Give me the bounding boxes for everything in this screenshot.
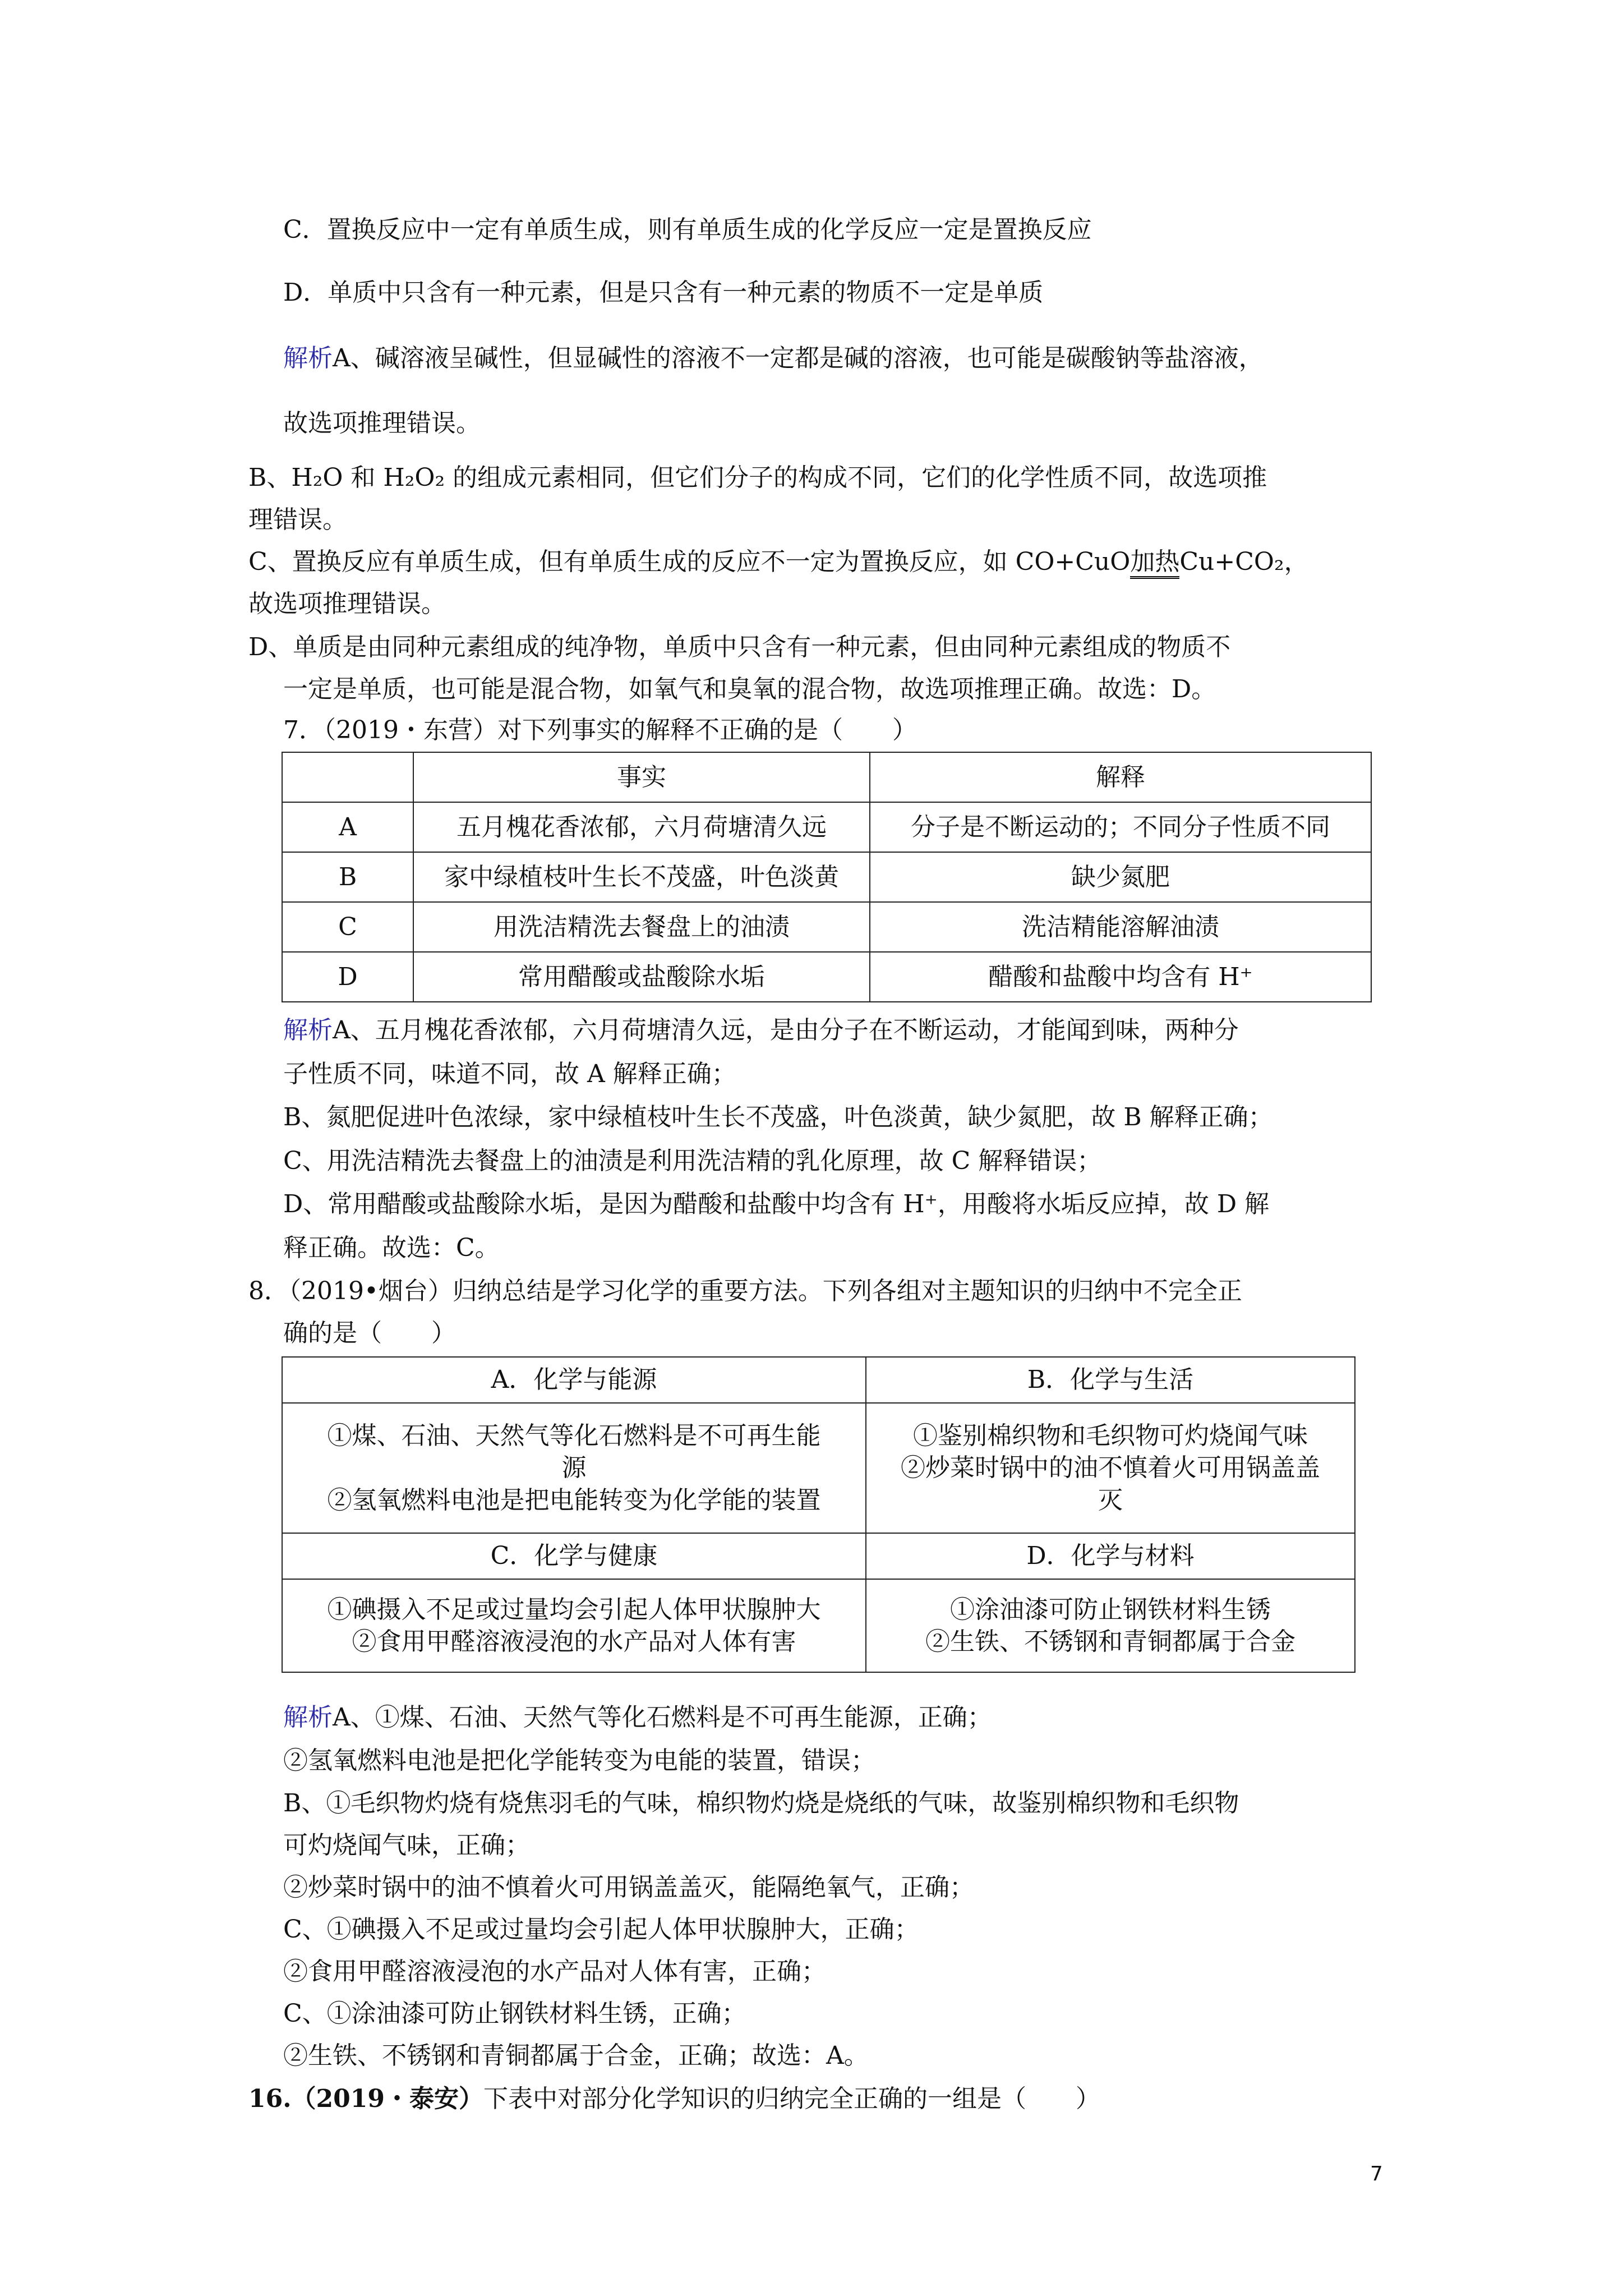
q6-analysis-b-line1: B、H₂O 和 H₂O₂ 的组成元素相同，但它们分子的构成不同，它们的化学性质不同，故选项推: [248, 463, 1267, 492]
q7-analysis-line6: 释正确。故选：C。: [283, 1234, 500, 1262]
table-row: [282, 852, 1371, 902]
q6-analysis-a-line2: 故选项推理错误。: [283, 409, 481, 438]
q6-analysis-b-line2: 理错误。: [248, 505, 347, 534]
table-row: [282, 802, 1371, 852]
table-cell: C: [282, 902, 413, 952]
page-number: 7: [1370, 2162, 1383, 2185]
q6-analysis-c-line1: C、置换反应有单质生成，但有单质生成的反应不一定为置换反应，如 CO+CuO加热Cu+CO₂，: [248, 550, 1309, 574]
table-row: [282, 1579, 1355, 1672]
q8-table: [282, 1356, 1355, 1673]
q8-analysis-line3: B、①毛织物灼烧有烧焦羽毛的气味，棉织物灼烧是烧纸的气味，故鉴别棉织物和毛织物: [283, 1789, 1239, 1818]
table-row: [282, 902, 1371, 952]
table-cell: B: [282, 852, 413, 902]
q7-analysis-line1: 解析A、五月槐花香浓郁，六月荷塘清久远，是由分子在不断运动，才能闻到味，两种分: [283, 1016, 1239, 1045]
table-cell: 常用醋酸或盐酸除水垢: [413, 952, 870, 1002]
q7-stem: 7．（2019・东营）对下列事实的解释不正确的是（ ）: [283, 716, 917, 744]
q6-analysis-d-line2: 一定是单质，也可能是混合物，如氧气和臭氧的混合物，故选项推理正确。故选：D。: [283, 675, 1216, 703]
q8-analysis-line4: 可灼烧闻气味，正确；: [283, 1831, 530, 1860]
q8-analysis-line8: C、①涂油漆可防止钢铁材料生锈，正确；: [283, 1999, 746, 2028]
table-row: [282, 1533, 1355, 1579]
q6-analysis-c-line2: 故选项推理错误。: [248, 590, 446, 618]
table-cell: 解释: [870, 752, 1371, 802]
table-cell: 洗洁精能溶解油渍: [870, 902, 1371, 952]
q16-number: 16.（2019・泰安）: [248, 2085, 484, 2113]
q7-analysis-line4: C、用洗洁精洗去餐盘上的油渍是利用洗洁精的乳化原理，故 C 解释错误；: [283, 1147, 1102, 1175]
table-cell: C．化学与健康: [282, 1533, 866, 1579]
q6-option-d: D．单质中只含有一种元素，但是只含有一种元素的物质不一定是单质: [283, 278, 1044, 307]
table-cell: [282, 752, 413, 802]
analysis-keyword: 解析: [283, 1016, 333, 1045]
table-cell: ①涂油漆可防止钢铁材料生锈 ②生铁、不锈钢和青铜都属于合金: [866, 1579, 1355, 1672]
reaction-condition: 加热: [1130, 547, 1179, 579]
table-header-row: [282, 752, 1371, 802]
table-cell: 分子是不断运动的；不同分子性质不同: [870, 802, 1371, 852]
q7-analysis-line2: 子性质不同，味道不同，故 A 解释正确；: [283, 1060, 736, 1088]
table-cell: 用洗洁精洗去餐盘上的油渍: [413, 902, 870, 952]
table-cell: A．化学与能源: [282, 1357, 866, 1403]
q7-table: [282, 752, 1372, 1002]
table-cell: D: [282, 952, 413, 1002]
q8-analysis-line7: ②食用甲醛溶液浸泡的水产品对人体有害，正确；: [283, 1957, 826, 1986]
table-header-row: [282, 1357, 1355, 1403]
table-cell: 事实: [413, 752, 870, 802]
table-cell: ①煤、石油、天然气等化石燃料是不可再生能 源 ②氢氧燃料电池是把电能转变为化学能的装置: [282, 1403, 866, 1533]
q16-stem: 16.（2019・泰安）下表中对部分化学知识的归纳完全正确的一组是（ ）: [248, 2085, 1101, 2113]
table-cell: D．化学与材料: [866, 1533, 1355, 1579]
q6-analysis-d-line1: D、单质是由同种元素组成的纯净物，单质中只含有一种元素，但由同种元素组成的物质不: [248, 633, 1231, 661]
q8-analysis-line5: ②炒菜时锅中的油不慎着火可用锅盖盖灭，能隔绝氧气，正确；: [283, 1873, 974, 1902]
analysis-keyword: 解析: [283, 344, 333, 372]
q7-analysis-line5: D、常用醋酸或盐酸除水垢，是因为醋酸和盐酸中均含有 H⁺，用酸将水垢反应掉，故 D 解: [283, 1190, 1270, 1218]
table-cell: 缺少氮肥: [870, 852, 1371, 902]
q8-analysis-line1: 解析A、①煤、石油、天然气等化石燃料是不可再生能源，正确；: [283, 1703, 992, 1732]
table-row: [282, 1403, 1355, 1533]
q8-analysis-line6: C、①碘摄入不足或过量均会引起人体甲状腺肿大，正确；: [283, 1915, 919, 1944]
table-row: [282, 952, 1371, 1002]
table-cell: 五月槐花香浓郁，六月荷塘清久远: [413, 802, 870, 852]
q6-analysis-a-line1: 解析A、碱溶液呈碱性，但显碱性的溶液不一定都是碱的溶液，也可能是碳酸钠等盐溶液，: [283, 344, 1264, 372]
table-cell: A: [282, 802, 413, 852]
table-cell: 家中绿植枝叶生长不茂盛，叶色淡黄: [413, 852, 870, 902]
q8-analysis-line2: ②氢氧燃料电池是把化学能转变为电能的装置，错误；: [283, 1746, 875, 1775]
table-cell: ①碘摄入不足或过量均会引起人体甲状腺肿大 ②食用甲醛溶液浸泡的水产品对人体有害: [282, 1579, 866, 1672]
q8-analysis-line9: ②生铁、不锈钢和青铜都属于合金，正确；故选：A。: [283, 2041, 869, 2070]
analysis-keyword: 解析: [283, 1703, 333, 1732]
q8-stem-line1: 8．（2019•烟台）归纳总结是学习化学的重要方法。下列各组对主题知识的归纳中不完全正: [248, 1277, 1242, 1305]
q7-analysis-line3: B、氮肥促进叶色浓绿，家中绿植枝叶生长不茂盛，叶色淡黄，缺少氮肥，故 B 解释正确；: [283, 1103, 1273, 1131]
table-cell: ①鉴别棉织物和毛织物可灼烧闻气味 ②炒菜时锅中的油不慎着火可用锅盖盖 灭: [866, 1403, 1355, 1533]
table-cell: B．化学与生活: [866, 1357, 1355, 1403]
table-cell: 醋酸和盐酸中均含有 H⁺: [870, 952, 1371, 1002]
q8-stem-line2: 确的是（ ）: [283, 1319, 456, 1347]
q6-option-c: C．置换反应中一定有单质生成，则有单质生成的化学反应一定是置换反应: [283, 215, 1092, 244]
